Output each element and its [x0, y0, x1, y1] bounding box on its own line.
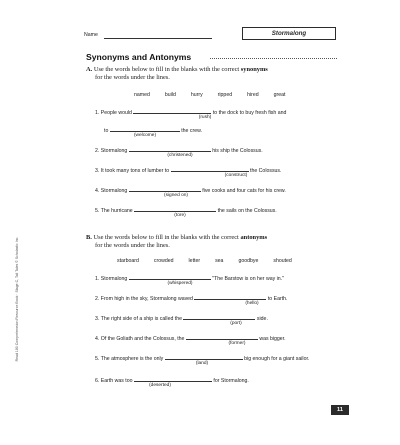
answer-blank[interactable]: [171, 166, 249, 172]
item-hint: (construct): [224, 173, 248, 178]
item-text-before: The right side of a ship is called the: [100, 316, 183, 322]
word-bank-item: great: [273, 92, 286, 98]
item-text-after: to Earth.: [267, 296, 288, 302]
part-b-keyword: antonyms: [240, 234, 268, 241]
section-title: Synonyms and Antonyms: [86, 52, 192, 62]
name-label: Name: [84, 32, 98, 38]
item-number: 3.: [95, 316, 100, 322]
item-text-before: Stormalong: [100, 148, 128, 154]
answer-blank[interactable]: [165, 354, 243, 360]
answer-blank[interactable]: [194, 294, 266, 300]
item-text-before: Stormalong: [100, 276, 128, 282]
item-text-after: for Stormalong.: [213, 378, 249, 384]
answer-blank[interactable]: [134, 376, 212, 382]
name-blank-line[interactable]: [104, 38, 212, 39]
item-text-before: Of the Goliath and the Colossus, the: [100, 336, 185, 342]
part-a-keyword: synonyms: [240, 66, 268, 73]
page-number: 11: [331, 405, 349, 415]
answer-blank[interactable]: [134, 206, 216, 212]
item-text-after: to the dock to buy fresh fish and: [212, 110, 287, 116]
item-number: 5.: [95, 356, 100, 362]
answer-blank[interactable]: [133, 108, 211, 114]
answer-blank[interactable]: [129, 274, 211, 280]
story-title: Stormalong: [271, 30, 307, 37]
item-number: 1.: [95, 110, 100, 116]
word-bank-item: shouted: [273, 258, 292, 264]
item-text-after: the sails on the Colossus.: [217, 208, 277, 214]
part-b-letter: B.: [86, 234, 92, 241]
answer-blank[interactable]: [110, 126, 180, 132]
word-bank-item: hurry: [190, 92, 203, 98]
item-number: 2.: [95, 148, 100, 154]
word-bank-item: build: [164, 92, 176, 98]
word-bank-item: hired: [247, 92, 259, 98]
item-hint: (deserted): [149, 383, 171, 388]
answer-blank[interactable]: [183, 314, 255, 320]
item-hint: (land): [195, 361, 209, 366]
word-bank-item: sea: [215, 258, 224, 264]
copyright-side-text: Read 180 Comprehension Resource Book · Stage C, Tall Tales © Scholastic Inc.: [15, 236, 19, 362]
word-bank-item: named: [134, 92, 150, 98]
item-text-before: Earth was too: [100, 378, 133, 384]
word-bank-item: letter: [188, 258, 201, 264]
answer-blank[interactable]: [129, 146, 211, 152]
item-number: 5.: [95, 208, 100, 214]
item-number: 1.: [95, 276, 100, 282]
item-text-after: side.: [256, 316, 268, 322]
item-number: 4.: [95, 188, 100, 194]
part-b-word-bank: [117, 258, 307, 264]
item-hint: (hello): [245, 301, 259, 306]
answer-blank[interactable]: [129, 186, 201, 192]
item-text-before: The atmosphere is the only: [100, 356, 164, 362]
item-text-after: five cooks and four cats for his crew.: [202, 188, 286, 194]
part-a-instruction-line2: for the words under the lines.: [95, 74, 170, 81]
part-a-instruction-text: Use the words below to fill in the blanks with the correct: [93, 66, 240, 73]
part-b-instruction: [86, 234, 267, 241]
item-number: 3.: [95, 168, 100, 174]
word-bank-item: ripped: [217, 92, 233, 98]
item-text-before: to: [104, 128, 109, 134]
item-text-after: the crew.: [181, 128, 202, 134]
item-text-before: The hurricane: [100, 208, 133, 214]
part-a-word-bank: [134, 92, 300, 98]
item-number: 2.: [95, 296, 100, 302]
item-text-after: was bigger.: [259, 336, 286, 342]
title-dotted-rule: [210, 54, 337, 59]
item-text-before: People would: [100, 110, 132, 116]
word-bank-item: goodbye: [238, 258, 259, 264]
word-bank-item: crowded: [153, 258, 174, 264]
part-b-instruction-text: Use the words below to fill in the blanks with the correct: [93, 234, 239, 241]
story-title-box: [242, 27, 336, 40]
item-hint: (rush): [198, 115, 212, 120]
item-hint: (former): [228, 341, 246, 346]
item-hint: (christened): [167, 153, 193, 158]
item-text-before: It took many tons of lumber to: [100, 168, 170, 174]
item-text-after: his ship the Colossus.: [212, 148, 263, 154]
part-b-instruction-line2: for the words under the lines.: [95, 242, 170, 249]
answer-blank[interactable]: [186, 334, 258, 340]
word-bank-item: starboard: [117, 258, 139, 264]
item-text-before: From high in the sky, Stormalong waved: [100, 296, 193, 302]
part-a-letter: A.: [86, 66, 93, 73]
item-hint: (signed on): [164, 193, 188, 198]
item-number: 6.: [95, 378, 100, 384]
item-hint: (tore): [174, 213, 186, 218]
item-text-after: the Colossus.: [250, 168, 282, 174]
item-text-after: "The Barstow is on her way in.": [212, 276, 284, 282]
item-text-after: big enough for a giant sailor.: [244, 356, 310, 362]
item-hint: (welcome): [133, 133, 157, 138]
item-number: 4.: [95, 336, 100, 342]
item-hint: (whispered): [167, 281, 193, 286]
part-a-instruction: [86, 66, 268, 73]
item-text-before: Stormalong: [100, 188, 128, 194]
item-hint: (port): [230, 321, 242, 326]
